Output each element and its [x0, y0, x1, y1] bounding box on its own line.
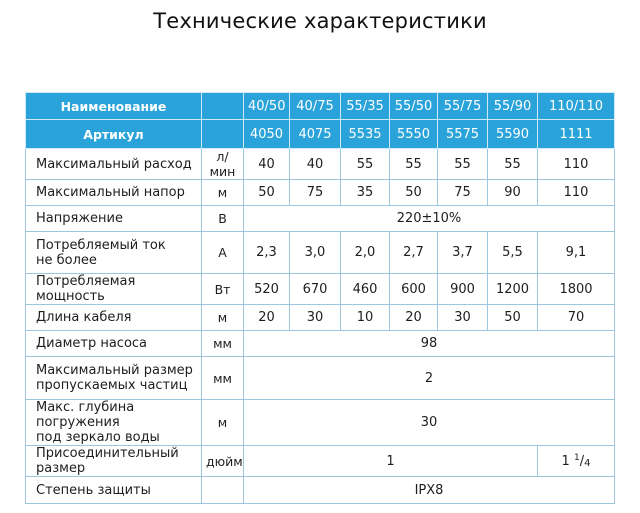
row-label — [26, 232, 202, 274]
value-cell: 75 — [438, 180, 488, 206]
merged-value-cell: IPX8 — [244, 477, 615, 504]
row-unit: л/мин — [202, 149, 244, 180]
article-cell: 1111 — [538, 120, 615, 149]
row-label — [26, 400, 202, 446]
table-row-diameter — [26, 331, 615, 357]
row-label: Диаметр насоса — [26, 331, 202, 357]
header-gap-cell — [202, 93, 244, 120]
value-cell: 70 — [538, 305, 615, 331]
value-cell: 55 — [488, 149, 538, 180]
header-row-articles — [26, 120, 615, 149]
article-cell: 4075 — [290, 120, 341, 149]
value-cell: 110 — [538, 149, 615, 180]
value-cell: 90 — [488, 180, 538, 206]
article-cell: 5550 — [390, 120, 438, 149]
row-unit: м — [202, 180, 244, 206]
row-label-line: Макс. глубина погружения — [36, 400, 135, 430]
merged-value-cell: 1 — [244, 446, 538, 477]
row-label: Напряжение — [26, 206, 202, 232]
model-cell: 55/90 — [488, 93, 538, 120]
specs-table — [25, 92, 615, 504]
row-label-line: пропускаемых частиц — [36, 378, 188, 393]
value-cell: 20 — [390, 305, 438, 331]
article-cell: 5575 — [438, 120, 488, 149]
merged-value-cell: 30 — [244, 400, 615, 446]
row-label-line: не более — [36, 252, 97, 268]
value-cell: 5,5 — [488, 232, 538, 274]
table-row-current — [26, 232, 615, 274]
model-cell: 40/75 — [290, 93, 341, 120]
header-gap-cell — [202, 120, 244, 149]
row-label-line: Потребляемый ток — [36, 237, 166, 253]
row-unit-empty — [202, 477, 244, 504]
fraction-value-cell — [538, 446, 615, 477]
row-unit: Вт — [202, 274, 244, 305]
value-cell: 2,0 — [341, 232, 390, 274]
row-label: Степень защиты — [26, 477, 202, 504]
value-cell: 2,7 — [390, 232, 438, 274]
article-header: Артикул — [26, 120, 202, 149]
model-cell: 55/75 — [438, 93, 488, 120]
value-cell: 460 — [341, 274, 390, 305]
row-label: Потребляемая мощность — [26, 274, 202, 305]
value-cell: 55 — [438, 149, 488, 180]
header-row-models — [26, 93, 615, 120]
name-header: Наименование — [26, 93, 202, 120]
fraction-denominator: 4 — [584, 458, 591, 469]
row-label-line: Максимальный размер — [36, 363, 193, 378]
row-unit: мм — [202, 331, 244, 357]
row-label: Максимальный напор — [26, 180, 202, 206]
table-row-protection — [26, 477, 615, 504]
value-cell: 20 — [244, 305, 290, 331]
table-row-power — [26, 274, 615, 305]
model-cell: 110/110 — [538, 93, 615, 120]
row-unit: м — [202, 400, 244, 446]
table-row-voltage — [26, 206, 615, 232]
value-cell: 30 — [290, 305, 341, 331]
row-unit: А — [202, 232, 244, 274]
row-label: Присоединительный размер — [26, 446, 202, 477]
value-cell: 3,7 — [438, 232, 488, 274]
value-cell: 40 — [290, 149, 341, 180]
value-cell: 900 — [438, 274, 488, 305]
row-label: Длина кабеля — [26, 305, 202, 331]
value-cell: 75 — [290, 180, 341, 206]
row-unit: м — [202, 305, 244, 331]
value-cell: 55 — [341, 149, 390, 180]
table-row-head — [26, 180, 615, 206]
model-cell: 55/35 — [341, 93, 390, 120]
value-cell: 3,0 — [290, 232, 341, 274]
table-row-flow — [26, 149, 615, 180]
row-unit: дюйм — [202, 446, 244, 477]
row-unit: мм — [202, 357, 244, 400]
value-cell: 600 — [390, 274, 438, 305]
table-row-depth — [26, 400, 615, 446]
row-label — [26, 357, 202, 400]
model-cell: 40/50 — [244, 93, 290, 120]
value-cell: 10 — [341, 305, 390, 331]
value-cell: 50 — [244, 180, 290, 206]
merged-value-cell: 2 — [244, 357, 615, 400]
value-cell: 1200 — [488, 274, 538, 305]
value-cell: 50 — [390, 180, 438, 206]
article-cell: 4050 — [244, 120, 290, 149]
model-cell: 55/50 — [390, 93, 438, 120]
value-cell: 40 — [244, 149, 290, 180]
fraction-slash: / — [579, 454, 585, 469]
table-row-connection — [26, 446, 615, 477]
merged-value-cell: 98 — [244, 331, 615, 357]
value-cell: 520 — [244, 274, 290, 305]
value-cell: 35 — [341, 180, 390, 206]
table-row-particles — [26, 357, 615, 400]
page-title: Технические характеристики — [153, 9, 487, 33]
value-cell: 9,1 — [538, 232, 615, 274]
table-row-cable — [26, 305, 615, 331]
fraction-whole: 1 — [561, 454, 570, 469]
value-cell: 670 — [290, 274, 341, 305]
value-cell: 55 — [390, 149, 438, 180]
value-cell: 1800 — [538, 274, 615, 305]
value-cell: 2,3 — [244, 232, 290, 274]
row-label: Максимальный расход — [26, 149, 202, 180]
row-label-line: под зеркало воды — [36, 430, 160, 445]
article-cell: 5535 — [341, 120, 390, 149]
article-cell: 5590 — [488, 120, 538, 149]
row-unit: В — [202, 206, 244, 232]
merged-value-cell: 220±10% — [244, 206, 615, 232]
value-cell: 110 — [538, 180, 615, 206]
fraction-numerator: 1 — [573, 453, 580, 463]
value-cell: 30 — [438, 305, 488, 331]
value-cell: 50 — [488, 305, 538, 331]
